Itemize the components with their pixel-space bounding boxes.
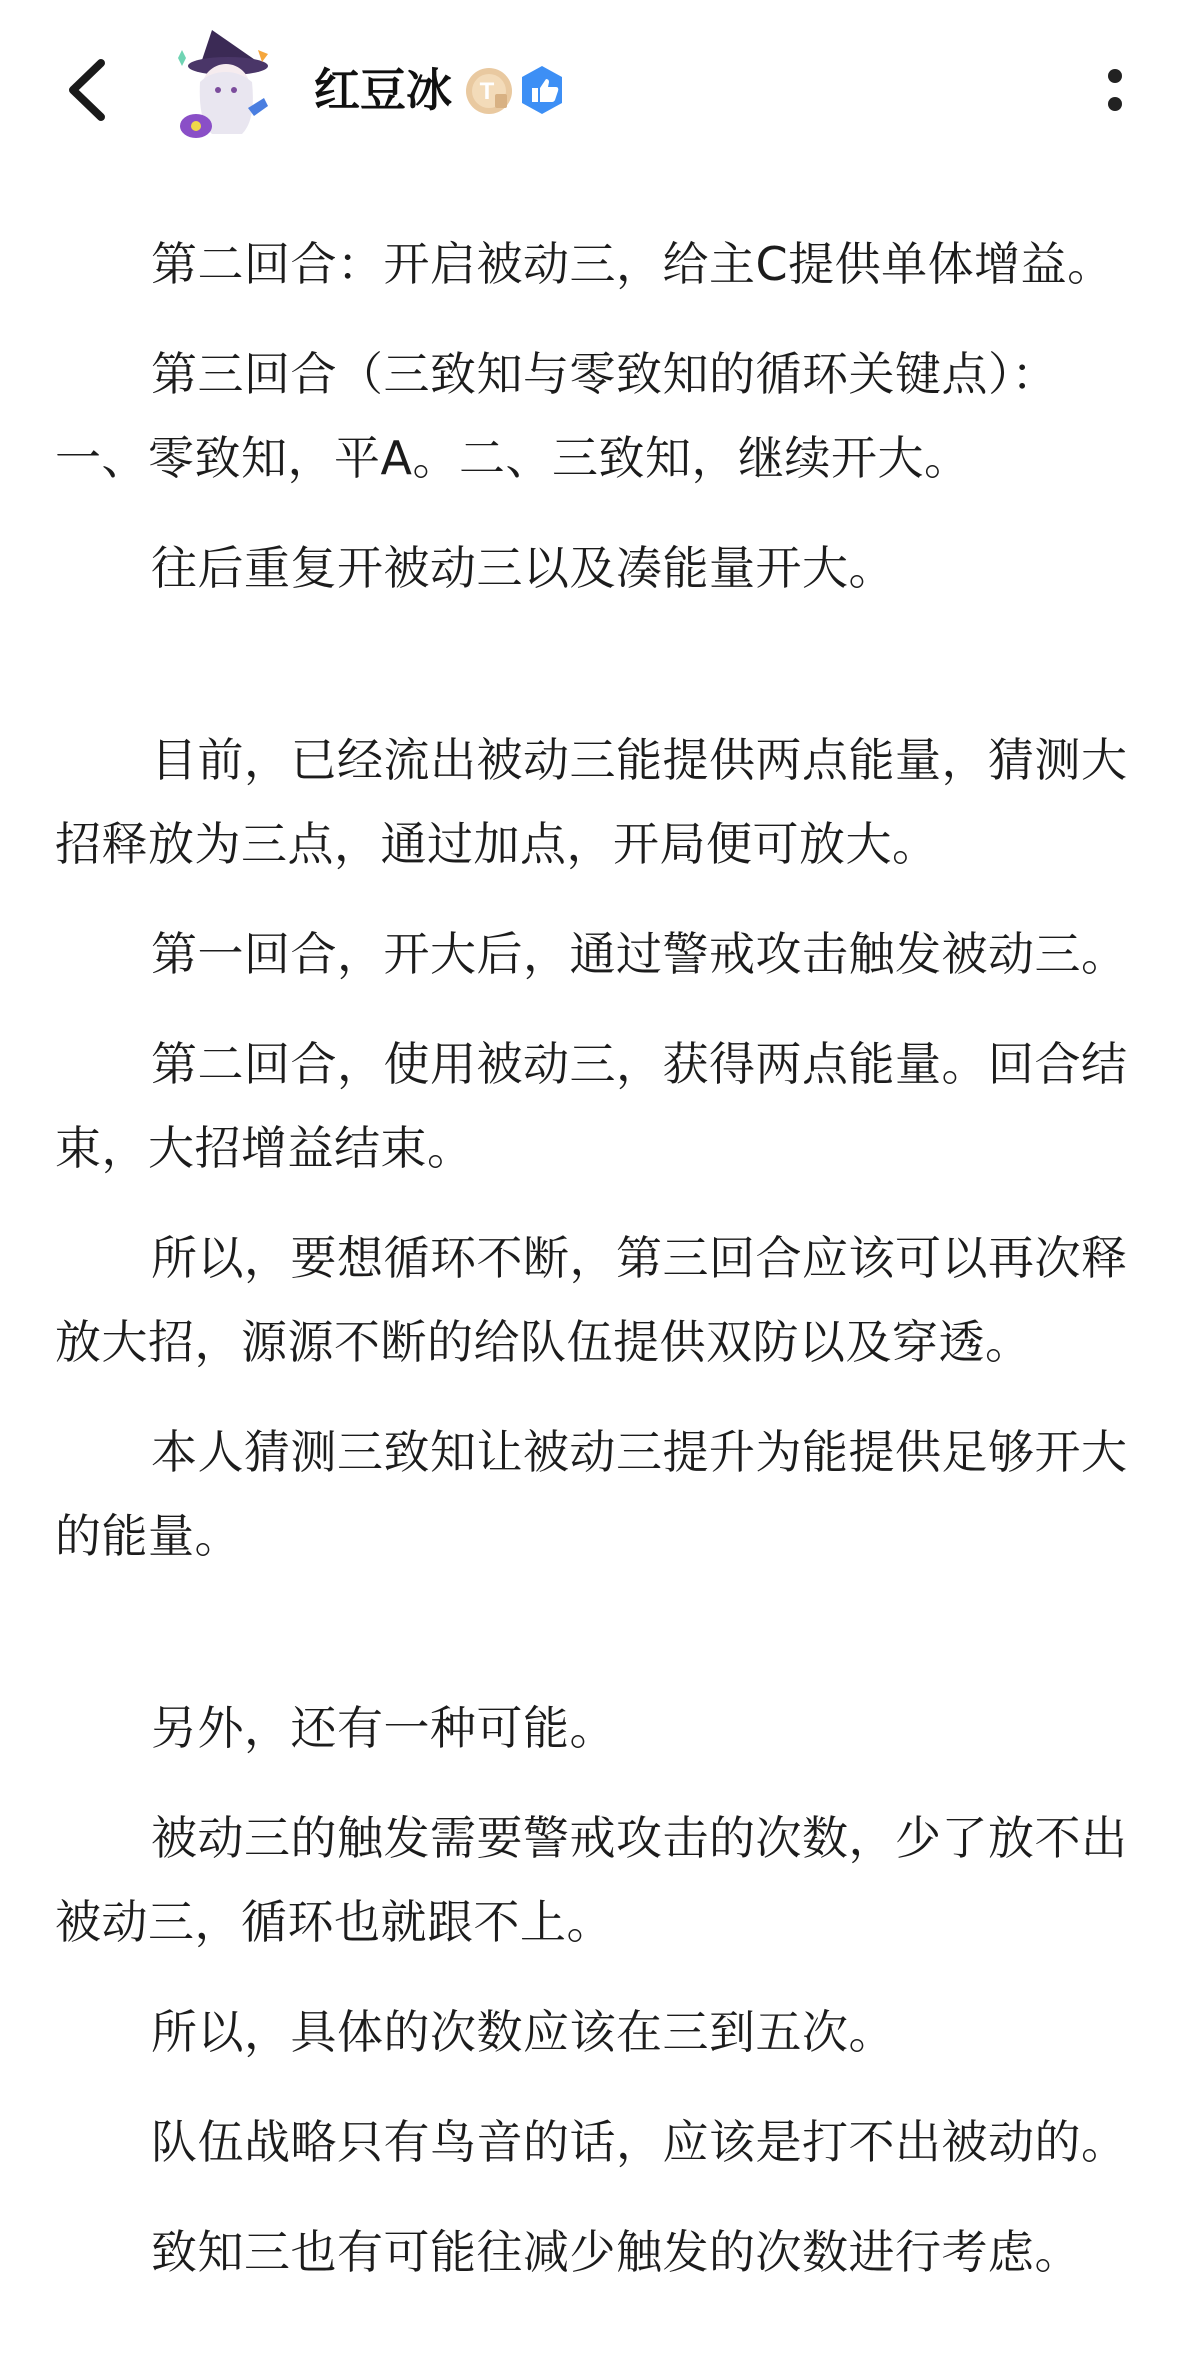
paragraph: 本人猜测三致知让被动三提升为能提供足够开大的能量。 <box>55 1425 1128 1563</box>
paragraph: 队伍战略只有鸟音的话，应该是打不出被动的。 <box>151 2115 1128 2169</box>
paragraph: 所以，具体的次数应该在三到五次。 <box>151 2005 895 2059</box>
article-body <box>55 222 1145 2294</box>
paragraph: 致知三也有可能往减少触发的次数进行考虑。 <box>151 2225 1081 2279</box>
paragraph: 第二回合，使用被动三，获得两点能量。回合结束，大招增益结束。 <box>55 1037 1128 1175</box>
paragraph: 第三回合（三致知与零致知的循环关键点）：一、零致知，平A。二、三致知，继续开大。 <box>55 347 1058 485</box>
avatar-image <box>160 22 290 152</box>
paragraph: 目前，已经流出被动三能提供两点能量，猜测大招释放为三点，通过加点，开局便可放大。 <box>55 733 1128 871</box>
level-badge-letter: T <box>479 78 495 105</box>
paragraph: 所以，要想循环不断，第三回合应该可以再次释放大招，源源不断的给队伍提供双防以及穿透。 <box>55 1231 1128 1369</box>
paragraph: 另外，还有一种可能。 <box>151 1701 616 1755</box>
paragraph: 被动三的触发需要警戒攻击的次数，少了放不出被动三，循环也就跟不上。 <box>55 1811 1128 1949</box>
paragraph: 往后重复开被动三以及凑能量开大。 <box>151 541 895 595</box>
more-options-button[interactable] <box>1080 50 1150 130</box>
paragraph: 第一回合，开大后，通过警戒攻击触发被动三。 <box>151 927 1128 981</box>
back-chevron-icon <box>65 57 109 123</box>
paragraph: 第二回合：开启被动三，给主C提供单体增益。 <box>151 237 1114 291</box>
avatar[interactable] <box>160 22 290 152</box>
level-badge-icon <box>464 66 514 116</box>
username[interactable]: 红豆冰 <box>314 63 452 117</box>
back-button[interactable] <box>52 50 122 130</box>
top-bar <box>0 0 1200 190</box>
verified-thumb-icon <box>516 64 568 116</box>
more-vertical-icon <box>1108 69 1122 83</box>
